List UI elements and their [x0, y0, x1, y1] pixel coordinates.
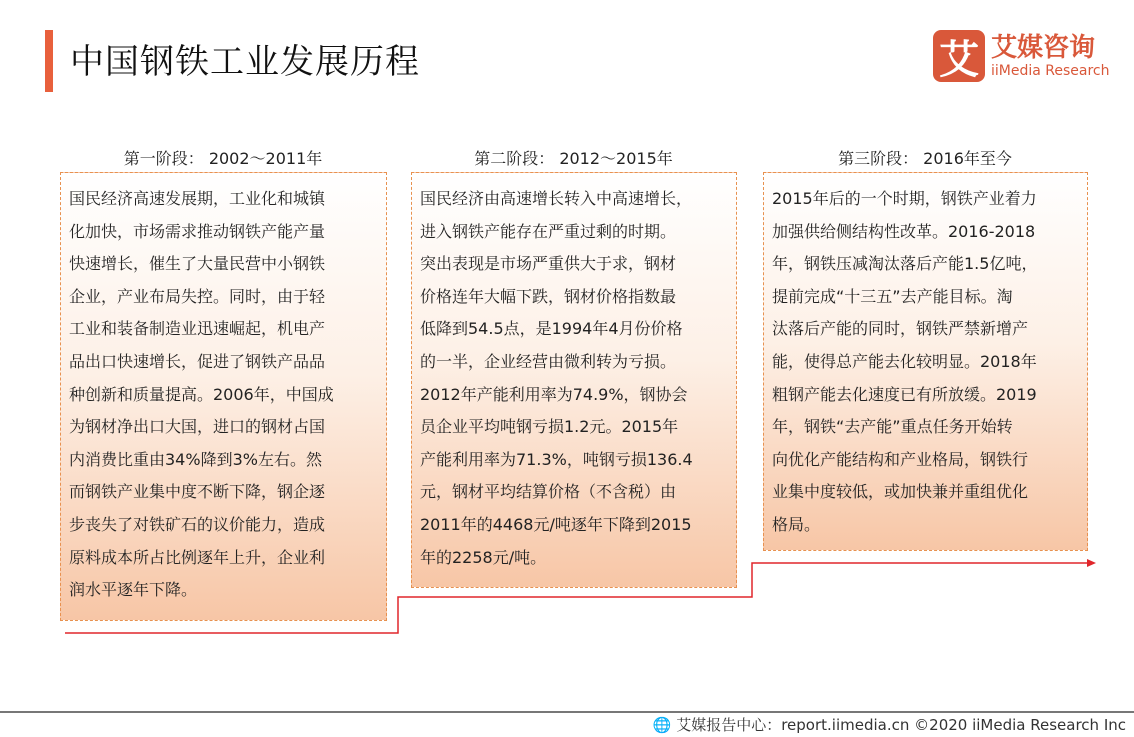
stage-text-line: 元，钢材平均结算价格（不含税）由	[420, 482, 677, 502]
stage-3-box	[763, 172, 1088, 551]
stage-text-line: 而钢铁产业集中度不断下降，钢企逐	[69, 482, 326, 502]
stage-text-line: 加强供给侧结构性改革。2016-2018	[772, 221, 1036, 241]
logo-cn: 艾媒咨询	[991, 33, 1096, 63]
stage-text-line: 年的2258元/吨。	[420, 547, 547, 567]
stage-text-line: 进入钢铁产能存在严重过剩的时期。	[420, 221, 677, 241]
stage-text-line: 国民经济高速发展期，工业化和城镇	[69, 189, 326, 208]
stage-text-line: 2011年的4468元/吨逐年下降到2015	[420, 514, 692, 534]
stage-text-line: 国民经济由高速增长转入中高速增长，	[420, 189, 693, 208]
stage-text-line: 汰落后产能的同时，钢铁严禁新增产	[772, 319, 1029, 339]
stage-text-line: 格局。	[772, 514, 821, 534]
stage-text-line: 工业和装备制造业迅速崛起，机电产	[69, 319, 326, 339]
stage-text-line: 员企业平均吨钢亏损1.2元。2015年	[420, 417, 679, 437]
page-title: 中国钢铁工业发展历程	[70, 42, 420, 82]
stage-text-line: 突出表现是市场严重供大于求，钢材	[420, 254, 677, 274]
stage-text-line: 提前完成“十三五”去产能目标。淘	[772, 286, 1013, 306]
footer-source	[653, 714, 1126, 735]
globe-icon: 🌐	[652, 716, 672, 734]
footer-divider	[0, 711, 1134, 713]
stage-text-line: 种创新和质量提高。2006年，中国成	[69, 384, 334, 404]
stage-text-line: 企业，产业布局失控。同时，由于轻	[69, 286, 326, 306]
logo-mark: 艾	[933, 30, 985, 82]
logo-en: iiMedia Research	[991, 63, 1110, 79]
stage-text-line: 的一半，企业经营由微利转为亏损。	[420, 351, 677, 371]
stage-2-label: 第二阶段： 2012～2015年	[474, 149, 673, 168]
stage-text-line: 业集中度较低，或加快兼并重组优化	[772, 482, 1029, 502]
stage-text-line: 年，钢铁压减淘汰落后产能1.5亿吨，	[772, 254, 1038, 274]
stage-text-line: 向优化产能结构和产业格局，钢铁行	[772, 449, 1029, 469]
stage-text-line: 价格连年大幅下跌，钢材价格指数最	[420, 286, 677, 306]
stage-text-line: 原料成本所占比例逐年上升，企业利	[69, 547, 326, 567]
stage-text-line: 产能利用率为71.3%，吨钢亏损136.4	[420, 449, 693, 469]
stage-text-line: 能，使得总产能去化较明显。2018年	[772, 351, 1037, 371]
stage-text-line: 低降到54.5点，是1994年4月份价格	[420, 319, 683, 339]
stage-text-line: 2015年后的一个时期，钢铁产业着力	[772, 189, 1037, 208]
stage-text-line: 粗钢产能去化速度已有所放缓。2019	[772, 384, 1037, 404]
stage-text-line: 润水平逐年下降。	[69, 580, 198, 600]
stage-1-label: 第一阶段： 2002～2011年	[123, 149, 323, 168]
stage-text-line: 快速增长，催生了大量民营中小钢铁	[69, 254, 326, 274]
stage-3-label: 第三阶段： 2016年至今	[838, 149, 1012, 168]
stage-2-box	[411, 172, 737, 588]
footer-text: 艾媒报告中心：report.iimedia.cn ©2020 iiMedia Research Inc	[676, 716, 1126, 734]
stage-text-line: 品出口快速增长，促进了钢铁产品品	[69, 351, 326, 371]
stage-text-line: 年，钢铁“去产能”重点任务开始转	[772, 417, 1013, 437]
stage-1-box	[60, 172, 387, 621]
stage-text-line: 内消费比重由34%降到3%左右。然	[69, 449, 322, 469]
stage-text-line: 化加快，市场需求推动钢铁产能产量	[69, 221, 326, 241]
stage-text-line: 为钢材净出口大国，进口的钢材占国	[69, 417, 326, 437]
stage-text-line: 2012年产能利用率为74.9%，钢协会	[420, 384, 688, 404]
stage-text-line: 步丧失了对铁矿石的议价能力，造成	[69, 514, 326, 534]
